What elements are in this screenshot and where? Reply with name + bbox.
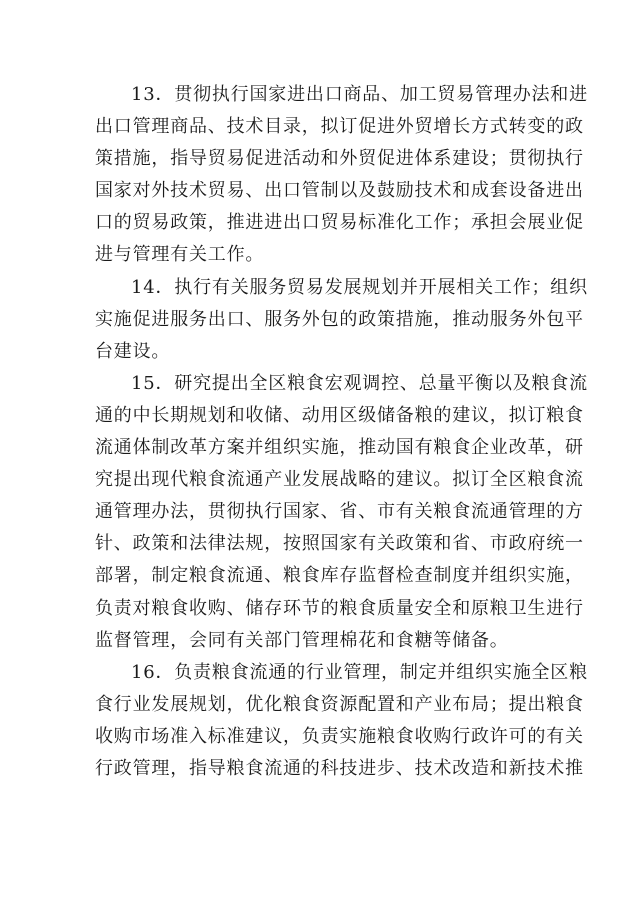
text-line: 台建设。 bbox=[95, 340, 171, 362]
text-line: 通的中长期规划和收储、动用区级储备粮的建议，拟订粮食 bbox=[95, 404, 584, 426]
paragraph-15 bbox=[95, 368, 588, 657]
text-line: 14．执行有关服务贸易发展规划并开展相关工作；组织 bbox=[131, 276, 588, 298]
text-line: 通管理办法，贯彻执行国家、省、市有关粮食流通管理的方 bbox=[95, 501, 584, 523]
text-line: 实施促进服务出口、服务外包的政策措施，推动服务外包平 bbox=[95, 308, 584, 330]
text-line: 监督管理，会同有关部门管理棉花和食糖等储备。 bbox=[95, 629, 509, 651]
document-body bbox=[95, 79, 588, 785]
paragraph-13 bbox=[95, 79, 588, 272]
text-line: 13．贯彻执行国家进出口商品、加工贸易管理办法和进 bbox=[131, 84, 588, 105]
paragraph-14 bbox=[95, 272, 588, 368]
text-line: 进与管理有关工作。 bbox=[95, 244, 265, 266]
text-line: 行政管理，指导粮食流通的科技进步、技术改造和新技术推 bbox=[95, 757, 584, 779]
text-line: 部署，制定粮食流通、粮食库存监督检查制度并组织实施， bbox=[95, 565, 584, 587]
text-line: 国家对外技术贸易、出口管制以及鼓励技术和成套设备进出 bbox=[95, 180, 584, 202]
text-line: 出口管理商品、技术目录，拟订促进外贸增长方式转变的政 bbox=[95, 116, 584, 138]
text-line: 流通体制改革方案并组织实施，推动国有粮食企业改革，研 bbox=[95, 437, 584, 459]
text-line: 16．负责粮食流通的行业管理，制定并组织实施全区粮 bbox=[131, 661, 588, 683]
text-line: 15．研究提出全区粮食宏观调控、总量平衡以及粮食流 bbox=[131, 372, 588, 394]
text-line: 口的贸易政策，推进进出口贸易标准化工作；承担会展业促 bbox=[95, 212, 584, 234]
text-line: 针、政策和法律法规，按照国家有关政策和省、市政府统一 bbox=[95, 533, 584, 555]
text-line: 食行业发展规划，优化粮食资源配置和产业布局；提出粮食 bbox=[95, 693, 584, 715]
text-line: 究提出现代粮食流通产业发展战略的建议。拟订全区粮食流 bbox=[95, 469, 584, 491]
text-line: 收购市场准入标准建议，负责实施粮食收购行政许可的有关 bbox=[95, 725, 584, 747]
paragraph-16 bbox=[95, 657, 588, 785]
text-line: 策措施，指导贸易促进活动和外贸促进体系建设；贯彻执行 bbox=[95, 148, 584, 170]
text-line: 负责对粮食收购、储存环节的粮食质量安全和原粮卫生进行 bbox=[95, 597, 584, 619]
